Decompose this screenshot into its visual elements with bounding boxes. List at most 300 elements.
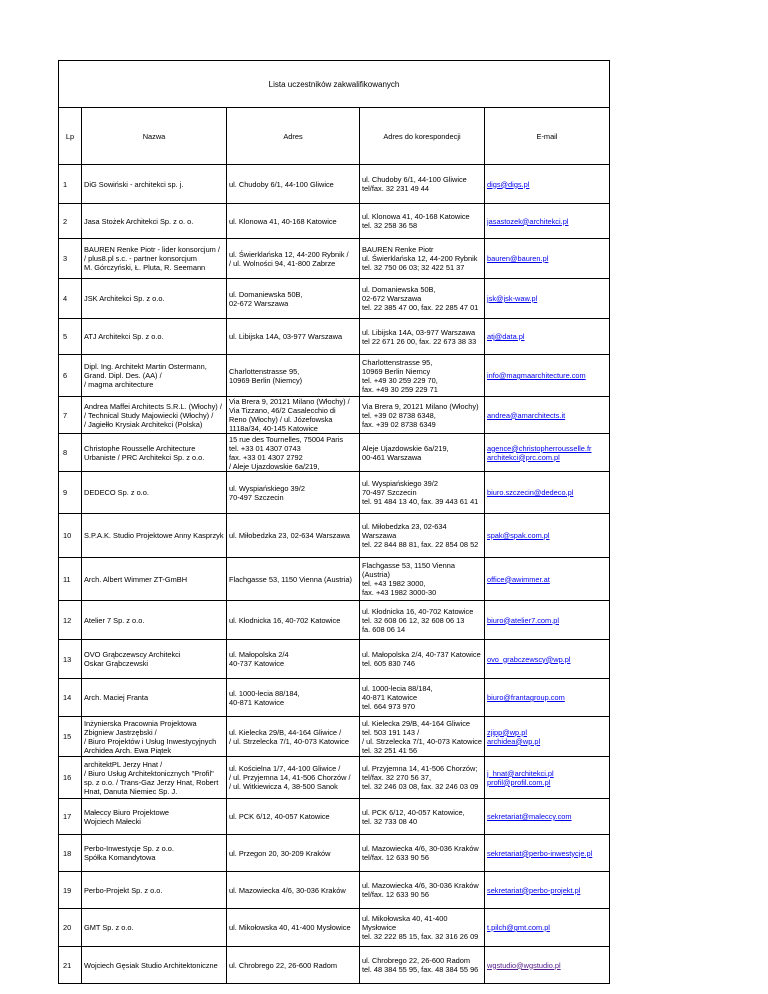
cell-email (485, 514, 610, 558)
cell-corr-line: tel. 32 246 03 08, fax. 32 246 03 09 (362, 782, 479, 791)
email-link[interactable]: biuro@frantagroup.com (487, 693, 565, 702)
table-row (59, 355, 610, 397)
table-row (59, 757, 610, 799)
cell-address-line: ul. Chrobrego 22, 26-600 Radom (229, 960, 338, 970)
cell-name-line: Arch. Maciej Franta (84, 693, 149, 702)
cell-lp (59, 909, 82, 947)
cell-address-line: / ul. Wolności 94, 41-800 Zabrze (229, 258, 336, 268)
cell-address (227, 434, 360, 472)
cell-corr-line: ul. Mikołowska 40, 41-400 Mysłowice (362, 914, 448, 932)
cell-email (485, 679, 610, 717)
cell-name (82, 799, 227, 835)
cell-address (227, 799, 360, 835)
cell-lp (59, 319, 82, 355)
cell-corr-line: ul. PCK 6/12, 40-057 Katowice, (362, 807, 465, 817)
cell-email (485, 397, 610, 434)
cell-address-line: ul. Domaniewska 50B, (229, 289, 303, 299)
cell-name (82, 165, 227, 204)
cell-corr-line: tel. +43 1982 3000, (362, 579, 426, 588)
cell-corr-line: tel/fax. 32 231 49 44 (362, 184, 429, 193)
table-row (59, 558, 610, 601)
table-row (59, 679, 610, 717)
cell-address-line: fax. +33 01 4307 2792 (229, 452, 303, 462)
cell-name (82, 204, 227, 239)
email-link[interactable]: j_hnat@architekci.pl (487, 768, 554, 778)
cell-address (227, 872, 360, 909)
cell-lp (59, 355, 82, 397)
cell-lp-line: 1 (63, 179, 68, 189)
cell-address-line: ul. 1000-lecia 88/184, (229, 688, 300, 698)
cell-lp (59, 558, 82, 601)
cell-corr-line: ul. Mazowiecka 4/6, 30-036 Kraków (362, 844, 479, 853)
cell-corr-line: tel. 22 844 88 81, fax. 22 854 08 52 (362, 540, 479, 549)
cell-lp-line: 4 (63, 294, 68, 303)
cell-address-line: ul. Miłobedzka 23, 02-634 Warszawa (229, 531, 350, 540)
cell-lp (59, 835, 82, 872)
table-row (59, 165, 610, 204)
cell-corr-line: ul. Mazowiecka 4/6, 30-036 Kraków (362, 881, 479, 890)
cell-email (485, 799, 610, 835)
cell-address (227, 319, 360, 355)
cell-name-line: Wojciech Gęsiak Studio Architektoniczne (84, 960, 218, 970)
cell-name-line: Andrea Maffei Architects S.R.L. (Włochy) / (84, 401, 222, 411)
cell-name-line: Jasa Stożek Architekci Sp. z o. o. (84, 216, 194, 226)
cell-name-line: GMT Sp. z o.o. (84, 923, 134, 932)
cell-name-line: Spółka Komandytowa (84, 853, 156, 862)
email-link[interactable]: architekci@prc.com.pl (487, 452, 560, 462)
cell-corr-line: tel. 32 251 41 56 (362, 745, 418, 755)
cell-name-line: Christophe Rousselle Architecture (84, 443, 196, 453)
cell-email (485, 640, 610, 679)
cell-corr-line: / ul. Strzelecka 7/1, 40-073 Katowice (362, 736, 482, 746)
cell-address-line: Via Tizzano, 46/2 Casalecchio di (229, 406, 336, 415)
cell-lp-line: 20 (63, 923, 72, 932)
email-link[interactable]: t.pilch@gmt.com.pl (487, 923, 550, 932)
cell-corr-line: 40-871 Katowice (362, 693, 418, 702)
cell-name-line: / magma architecture (84, 380, 154, 389)
cell-name-line: Urbaniste / PRC Architekci Sp. z o.o. (84, 452, 205, 462)
email-link[interactable]: wgstudio@wgstudio.pl (487, 960, 561, 970)
cell-lp (59, 679, 82, 717)
cell-corr (360, 947, 485, 984)
cell-corr-line: ul. Przyjemna 14, 41-506 Chorzów; (362, 764, 478, 773)
cell-name (82, 558, 227, 601)
cell-address (227, 279, 360, 319)
email-link[interactable]: spak@spak.com.pl (487, 531, 550, 540)
cell-address (227, 204, 360, 239)
cell-lp (59, 279, 82, 319)
cell-corr-line: Via Brera 9, 20121 Milano (Włochy) (362, 401, 479, 411)
cell-name-line: Wojciech Małecki (84, 816, 141, 826)
cell-name-line: Hnat, Danuta Niemiec Sp. J. (84, 786, 178, 796)
table-title: Lista uczestników zakwalifikowanych (59, 61, 610, 108)
cell-corr-line: tel. 664 973 970 (362, 702, 416, 711)
table-row (59, 397, 610, 434)
cell-email (485, 472, 610, 514)
cell-name-line: JSK Architekci Sp. z o.o. (84, 294, 165, 303)
cell-name-line: Grand. Dipl. Des. (AA) / (84, 371, 162, 380)
cell-lp (59, 601, 82, 640)
cell-name-line: ATJ Architekci Sp. z o.o. (84, 332, 164, 341)
cell-lp (59, 204, 82, 239)
cell-email (485, 558, 610, 601)
cell-address-line: / ul. Witkiewicza 4, 38-500 Sanok (229, 782, 338, 791)
cell-name (82, 472, 227, 514)
cell-address-line: ul. Mikołowska 40, 41-400 Mysłowice (229, 923, 351, 932)
cell-address-line: ul. PCK 6/12, 40-057 Katowice (229, 812, 330, 821)
table-row (59, 279, 610, 319)
cell-name (82, 319, 227, 355)
participants-table (58, 60, 610, 984)
cell-name (82, 601, 227, 640)
cell-address-line: ul. Wyspiańskiego 39/2 (229, 483, 305, 493)
cell-corr-line: ul. Kłodnicka 16, 40-702 Katowice (362, 606, 474, 616)
cell-address-line: ul. Przegon 20, 30-209 Kraków (229, 848, 331, 858)
cell-name (82, 835, 227, 872)
cell-corr (360, 319, 485, 355)
email-link[interactable]: sekretariat@perbo-projekt.pl (487, 885, 581, 895)
cell-corr-line: ul. Chrobrego 22, 26-600 Radom (362, 956, 471, 965)
cell-address-line: / Aleje Ujazdowskie 6a/219, (229, 461, 320, 471)
cell-email (485, 434, 610, 472)
cell-name-line: OVO Grąbczewscy Architekci (84, 650, 181, 659)
cell-lp-line: 3 (63, 254, 68, 263)
cell-address-line: ul. Świerklańska 12, 44-200 Rybnik / (229, 249, 349, 259)
cell-corr-line: ul. Świerklańska 12, 44-200 Rybnik (362, 254, 478, 263)
email-link[interactable]: digs@digs.pl (487, 179, 530, 189)
cell-lp (59, 947, 82, 984)
cell-corr (360, 601, 485, 640)
cell-address-line: ul. Mazowiecka 4/6, 30-036 Kraków (229, 885, 346, 895)
cell-corr (360, 909, 485, 947)
cell-email (485, 947, 610, 984)
cell-corr-line: 00-461 Warszawa (362, 452, 422, 462)
cell-address (227, 397, 360, 434)
cell-name-line: Oskar Grąbczewski (84, 659, 149, 668)
cell-name-line: / Biuro Projektów i Usług Inwestycyjnych (84, 736, 217, 746)
cell-lp (59, 397, 82, 434)
cell-address-line: ul. Małopolska 2/4 (229, 650, 289, 659)
cell-address-line: ul. Kłodnicka 16, 40-702 Katowice (229, 615, 341, 625)
cell-lp (59, 799, 82, 835)
cell-corr-line: ul. Domaniewska 50B, (362, 285, 436, 294)
header-row (59, 108, 610, 165)
email-link[interactable]: sekretariat@maleccy.com (487, 812, 572, 821)
cell-lp-line: 11 (63, 574, 71, 584)
table-row (59, 947, 610, 984)
header-lp: Lp (59, 108, 82, 165)
cell-lp-line: 16 (63, 773, 72, 782)
cell-address-line: 70-497 Szczecin (229, 492, 284, 502)
cell-name (82, 872, 227, 909)
cell-name (82, 947, 227, 984)
cell-name-line: DiG Sowiński - architekci sp. j. (84, 179, 184, 189)
cell-address-line: 40-737 Katowice (229, 659, 285, 668)
cell-corr (360, 239, 485, 279)
cell-address-line: Via Brera 9, 20121 Milano (Włochy) / (229, 397, 350, 406)
cell-name-line: BAUREN Renke Piotr - lider konsorcjum / (84, 245, 220, 254)
cell-corr-line: 10969 Berlin Niemcy (362, 366, 431, 376)
cell-address (227, 165, 360, 204)
cell-lp-line: 9 (63, 488, 68, 497)
email-link[interactable]: jsk@jsk-waw.pl (487, 294, 538, 303)
cell-corr-line: tel. 91 484 13 40, fax. 39 443 61 41 (362, 497, 479, 506)
cell-corr (360, 799, 485, 835)
cell-corr (360, 558, 485, 601)
email-link[interactable]: archidea@wp.pl (487, 736, 541, 746)
table-row (59, 717, 610, 757)
cell-name-line: Małeccy Biuro Projektowe (84, 807, 170, 817)
cell-corr (360, 204, 485, 239)
cell-corr-line: tel/fax. 32 270 56 37, (362, 773, 432, 782)
cell-lp-line: 8 (63, 448, 68, 457)
cell-address (227, 717, 360, 757)
title-row (59, 61, 610, 108)
table-row (59, 514, 610, 558)
cell-address (227, 909, 360, 947)
cell-address-line: ul. Kielecka 29/B, 44-164 Gliwice / (229, 727, 342, 737)
cell-lp-line: 2 (63, 216, 68, 226)
cell-corr-line: tel/fax. 12 633 90 56 (362, 890, 429, 899)
cell-corr-line: ul. 1000-lecia 88/184, (362, 684, 433, 693)
cell-address-line: 02-672 Warszawa (229, 298, 289, 308)
cell-address (227, 558, 360, 601)
cell-name-line: Dipl. Ing. Architekt Martin Ostermann, (84, 362, 207, 371)
cell-lp-line: 12 (63, 615, 72, 625)
cell-email (485, 909, 610, 947)
cell-address (227, 835, 360, 872)
cell-corr-line: ul. Miłobedzka 23, 02-634 Warszawa (362, 522, 447, 540)
cell-corr-line: tel/fax. 12 633 90 56 (362, 853, 429, 862)
email-link[interactable]: office@awimmer.at (487, 574, 550, 584)
cell-corr-line: fax. +49 30 259 229 71 (362, 384, 438, 394)
cell-lp-line: 17 (63, 812, 72, 821)
cell-address-line: ul. Klonowa 41, 40-168 Katowice (229, 216, 337, 226)
cell-corr-line: 70-497 Szczecin (362, 488, 417, 497)
cell-lp-line: 6 (63, 371, 68, 380)
cell-corr (360, 514, 485, 558)
cell-corr (360, 165, 485, 204)
cell-corr (360, 434, 485, 472)
cell-lp (59, 640, 82, 679)
cell-lp-line: 13 (63, 654, 72, 664)
cell-address-line: Flachgasse 53, 1150 Vienna (Austria) (229, 574, 352, 584)
cell-address-line: / ul. Strzelecka 7/1, 40-073 Katowice (229, 736, 349, 746)
cell-address (227, 947, 360, 984)
cell-name-line: Archidea Arch. Ewa Piątek (84, 745, 172, 755)
cell-corr-line: tel. 32 750 06 03; 32 422 51 37 (362, 263, 465, 272)
table-row (59, 239, 610, 279)
email-link[interactable]: ovo_grabczewscy@wp.pl (487, 654, 571, 664)
cell-address (227, 355, 360, 397)
cell-address (227, 679, 360, 717)
cell-corr-line: tel. 32 733 08 40 (362, 816, 418, 826)
cell-address-line: ul. Kościelna 1/7, 44-100 Gliwice / (229, 764, 341, 773)
cell-corr-line: tel. 32 222 85 15, fax. 32 316 26 09 (362, 932, 479, 941)
cell-corr-line: fax. +43 1982 3000-30 (362, 588, 437, 597)
email-link[interactable]: biuro@atelier7.com.pl (487, 615, 559, 625)
cell-corr-line: ul. Chudoby 6/1, 44-100 Gliwice (362, 175, 467, 184)
cell-name (82, 514, 227, 558)
cell-corr-line: ul. Wyspiańskiego 39/2 (362, 479, 438, 488)
email-link[interactable]: agence@christopherrousselle.fr (487, 443, 592, 453)
cell-name-line: / plus8.pl s.c. - partner konsorcjum (84, 254, 197, 263)
cell-address-line: ul. Libijska 14A, 03-977 Warszawa (229, 332, 343, 341)
cell-address-line: Reno (Włochy) / ul. Józefowska (229, 415, 333, 424)
email-link[interactable]: biuro.szczecin@dedeco.pl (487, 488, 574, 497)
cell-corr-line: tel. 48 384 55 95, fax. 48 384 55 96 (362, 965, 479, 974)
cell-email (485, 601, 610, 640)
cell-email (485, 279, 610, 319)
table-row (59, 601, 610, 640)
cell-name-line: S.P.A.K. Studio Projektowe Anny Kasprzyk (84, 531, 224, 540)
cell-email (485, 319, 610, 355)
cell-name (82, 757, 227, 799)
cell-address-line: 1118a/34, 40-145 Katowice (229, 424, 318, 433)
cell-lp-line: 14 (63, 693, 72, 702)
table-row (59, 909, 610, 947)
cell-name (82, 239, 227, 279)
header-address: Adres (227, 108, 360, 165)
header-corr: Adres do korespondecji (360, 108, 485, 165)
cell-name-line: DEDECO Sp. z o.o. (84, 488, 149, 497)
cell-corr (360, 472, 485, 514)
cell-address-line: ul. Chudoby 6/1, 44-100 Gliwice (229, 179, 334, 189)
cell-corr-line: BAUREN Renke Piotr (362, 245, 434, 254)
cell-name-line: / Biuro Usług Architektonicznych "Profil" (84, 768, 214, 778)
cell-corr-line: ul. Libijska 14A, 03-977 Warszawa (362, 327, 476, 337)
cell-name-line: architektPL Jerzy Hnat / (84, 759, 163, 769)
cell-corr-line: ul. Małopolska 2/4, 40-737 Katowice (362, 650, 481, 659)
cell-name-line: Perbo-Inwestycje Sp. z o.o. (84, 844, 174, 853)
cell-corr-line: tel. 605 830 746 (362, 659, 416, 668)
header-name: Nazwa (82, 108, 227, 165)
table-row (59, 472, 610, 514)
cell-email (485, 757, 610, 799)
cell-name-line: Perbo-Projekt Sp. z o.o. (84, 885, 163, 895)
cell-name (82, 679, 227, 717)
cell-lp (59, 165, 82, 204)
cell-corr (360, 872, 485, 909)
cell-corr (360, 397, 485, 434)
cell-corr (360, 757, 485, 799)
cell-lp-line: 19 (63, 885, 72, 895)
cell-name-line: sp. z o.o. / Trans-Gaz Jerzy Hnat, Robert (84, 777, 219, 787)
cell-corr-line: tel. +49 30 259 229 70, (362, 375, 438, 385)
cell-address (227, 640, 360, 679)
cell-corr (360, 355, 485, 397)
cell-corr-line: tel. 503 191 143 / (362, 727, 420, 737)
cell-lp (59, 514, 82, 558)
cell-address-line: 10969 Berlin (Niemcy) (229, 375, 303, 385)
cell-lp (59, 434, 82, 472)
cell-address-line: Charlottenstrasse 95, (229, 366, 300, 376)
cell-lp (59, 757, 82, 799)
cell-lp-line: 7 (63, 410, 68, 420)
cell-corr-line: tel 22 671 26 00, fax. 22 673 38 33 (362, 336, 477, 346)
email-link[interactable]: jasastozek@architekci.pl (487, 216, 569, 226)
cell-corr-line: tel. 32 608 06 12, 32 608 06 13 (362, 615, 465, 625)
cell-name-line: Zbigniew Jastrzębski / (84, 727, 157, 737)
cell-email (485, 355, 610, 397)
table-row (59, 872, 610, 909)
cell-address (227, 239, 360, 279)
table-row (59, 799, 610, 835)
email-link[interactable]: atj@data.pl (487, 332, 525, 341)
cell-lp (59, 472, 82, 514)
email-link[interactable]: sekretariat@perbo-inwestycje.pl (487, 848, 593, 858)
cell-name-line: / Jagiełło Krysiak Architekci (Polska) (84, 419, 203, 429)
cell-corr-line: Flachgasse 53, 1150 Vienna (Austria) (362, 561, 455, 579)
cell-corr-line: fa. 608 06 14 (362, 624, 406, 634)
cell-email (485, 239, 610, 279)
cell-address (227, 514, 360, 558)
cell-lp-line: 15 (63, 732, 72, 741)
cell-corr (360, 679, 485, 717)
cell-email (485, 872, 610, 909)
cell-email (485, 204, 610, 239)
cell-name (82, 717, 227, 757)
cell-name-line: M. Górczyński, Ł. Pluta, R. Seemann (84, 263, 206, 272)
cell-name-line: Atelier 7 Sp. z o.o. (84, 615, 145, 625)
cell-email (485, 165, 610, 204)
cell-corr (360, 279, 485, 319)
email-link[interactable]: bauren@bauren.pl (487, 254, 549, 263)
cell-corr (360, 717, 485, 757)
table-row (59, 319, 610, 355)
cell-address (227, 472, 360, 514)
cell-corr-line: Aleje Ujazdowskie 6a/219, (362, 443, 449, 453)
cell-address-line: 15 rue des Tournelles, 75004 Paris (229, 434, 344, 444)
cell-name (82, 640, 227, 679)
cell-lp-line: 18 (63, 848, 72, 858)
table-row (59, 640, 610, 679)
cell-corr-line: tel. 32 258 36 58 (362, 221, 418, 230)
cell-lp-line: 5 (63, 332, 68, 341)
cell-address-line: / ul. Przyjemna 14, 41-506 Chorzów / (229, 773, 351, 782)
cell-corr-line: Charlottenstrasse 95, (362, 357, 433, 367)
cell-corr (360, 835, 485, 872)
email-link[interactable]: andrea@amarchitects.it (487, 410, 566, 420)
cell-name-line: Inżynierska Pracownia Projektowa (84, 718, 197, 728)
cell-address-line: 40-871 Katowice (229, 697, 285, 707)
cell-address (227, 601, 360, 640)
cell-corr-line: ul. Kielecka 29/B, 44-164 Gliwice (362, 718, 471, 728)
cell-name-line: / Technical Study Majowiecki (Włochy) / (84, 410, 214, 420)
cell-corr-line: tel. 22 385 47 00, fax. 22 285 47 01 (362, 303, 479, 312)
cell-corr-line: 02-672 Warszawa (362, 294, 422, 303)
cell-email (485, 835, 610, 872)
email-link[interactable]: profil@profil.com.pl (487, 777, 551, 787)
cell-name (82, 355, 227, 397)
cell-name-line: Arch. Albert Wimmer ZT-GmBH (84, 574, 188, 584)
cell-name (82, 434, 227, 472)
cell-corr-line: tel. +39 02 8738 6348, (362, 410, 436, 420)
cell-email (485, 717, 610, 757)
cell-name (82, 909, 227, 947)
cell-name (82, 397, 227, 434)
cell-lp (59, 717, 82, 757)
cell-lp-line: 10 (63, 531, 72, 540)
cell-lp (59, 239, 82, 279)
email-link[interactable]: info@magmaarchitecture.com (487, 371, 586, 380)
table-row (59, 204, 610, 239)
cell-address-line: tel. +33 01 4307 0743 (229, 443, 301, 453)
email-link[interactable]: zjipp@wp.pl (487, 727, 527, 737)
cell-corr-line: fax. +39 02 8738 6349 (362, 419, 436, 429)
cell-lp-line: 21 (63, 960, 72, 970)
cell-corr-line: ul. Klonowa 41, 40-168 Katowice (362, 212, 470, 221)
